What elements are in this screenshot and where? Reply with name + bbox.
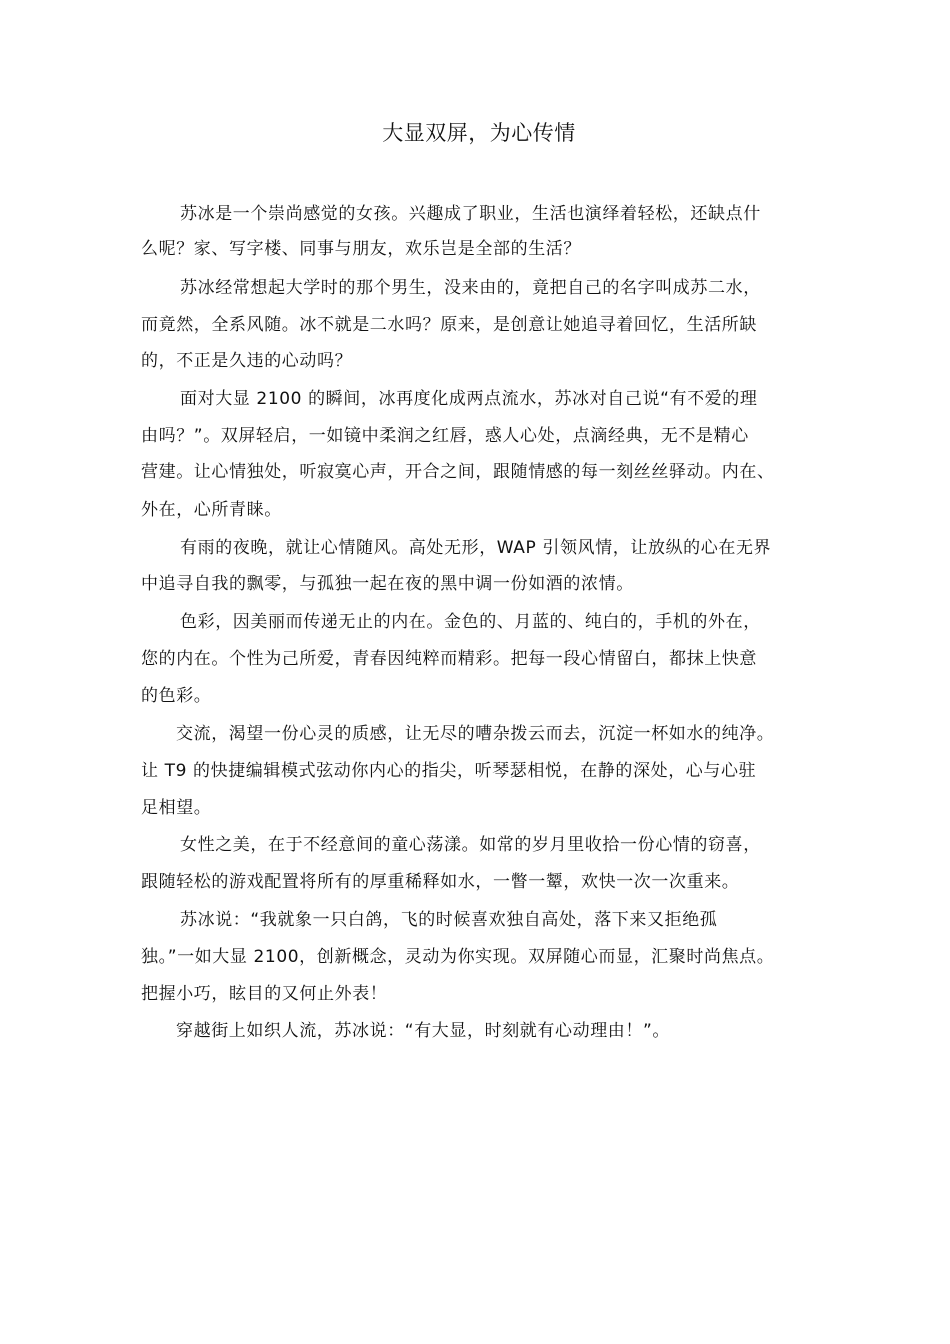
text-line: 独。”一如大显 2100，创新概念，灵动为你实现。双屏随心而显，汇聚时尚焦点。	[141, 947, 775, 967]
document-title: 大显双屏，为心传情	[382, 121, 576, 145]
text-line: 色彩，因美丽而传递无止的内在。金色的、月蓝的、纯白的，手机的外在，	[180, 612, 761, 632]
text-line: 交流，渴望一份心灵的质感，让无尽的嘈杂拨云而去，沉淀一杯如水的纯净。	[176, 724, 775, 744]
text-line: 营建。让心情独处，听寂寞心声，开合之间，跟随情感的每一刻丝丝驿动。内在、	[141, 462, 775, 482]
text-line: 苏冰是一个崇尚感觉的女孩。兴趣成了职业，生活也演绎着轻松，还缺点什	[180, 204, 761, 224]
text-line: 让 T9 的快捷编辑模式弦动你内心的指尖，听琴瑟相悦，在静的深处，心与心驻	[141, 761, 757, 781]
text-line: 而竟然，全系风随。冰不就是二水吗？原来，是创意让她追寻着回忆，生活所缺	[141, 315, 757, 335]
text-line: 跟随轻松的游戏配置将所有的厚重稀释如水，一瞥一颦，欢快一次一次重来。	[141, 872, 740, 892]
text-line: 外在，心所青睐。	[141, 500, 282, 520]
text-line: 有雨的夜晚，就让心情随风。高处无形，WAP 引领风情，让放纵的心在无界	[180, 538, 772, 558]
text-line: 的色彩。	[141, 686, 212, 706]
text-line: 中追寻自我的飘零，与孤独一起在夜的黑中调一份如酒的浓情。	[141, 574, 634, 594]
text-line: 的，不正是久违的心动吗？	[141, 351, 353, 371]
text-line: 女性之美，在于不经意间的童心荡漾。如常的岁月里收拾一份心情的窃喜，	[180, 835, 761, 855]
text-line: 由吗？”。双屏轻启，一如镜中柔润之红唇，惑人心处，点滴经典，无不是精心	[141, 426, 749, 446]
text-line: 足相望。	[141, 798, 212, 818]
text-line: 苏冰经常想起大学时的那个男生，没来由的，竟把自己的名字叫成苏二水，	[180, 278, 761, 298]
text-line: 面对大显 2100 的瞬间，冰再度化成两点流水，苏冰对自己说“有不爱的理	[180, 389, 758, 409]
text-line: 把握小巧，眩目的又何止外表！	[141, 984, 388, 1004]
text-line: 么呢？家、写字楼、同事与朋友，欢乐岂是全部的生活？	[141, 239, 581, 259]
text-line: 穿越街上如织人流，苏冰说：“有大显，时刻就有心动理由！”。	[176, 1021, 671, 1041]
text-line: 您的内在。个性为己所爱，青春因纯粹而精彩。把每一段心情留白，都抹上快意	[141, 649, 757, 669]
text-line: 苏冰说：“我就象一只白鸽，飞的时候喜欢独自高处，落下来又拒绝孤	[180, 910, 718, 930]
